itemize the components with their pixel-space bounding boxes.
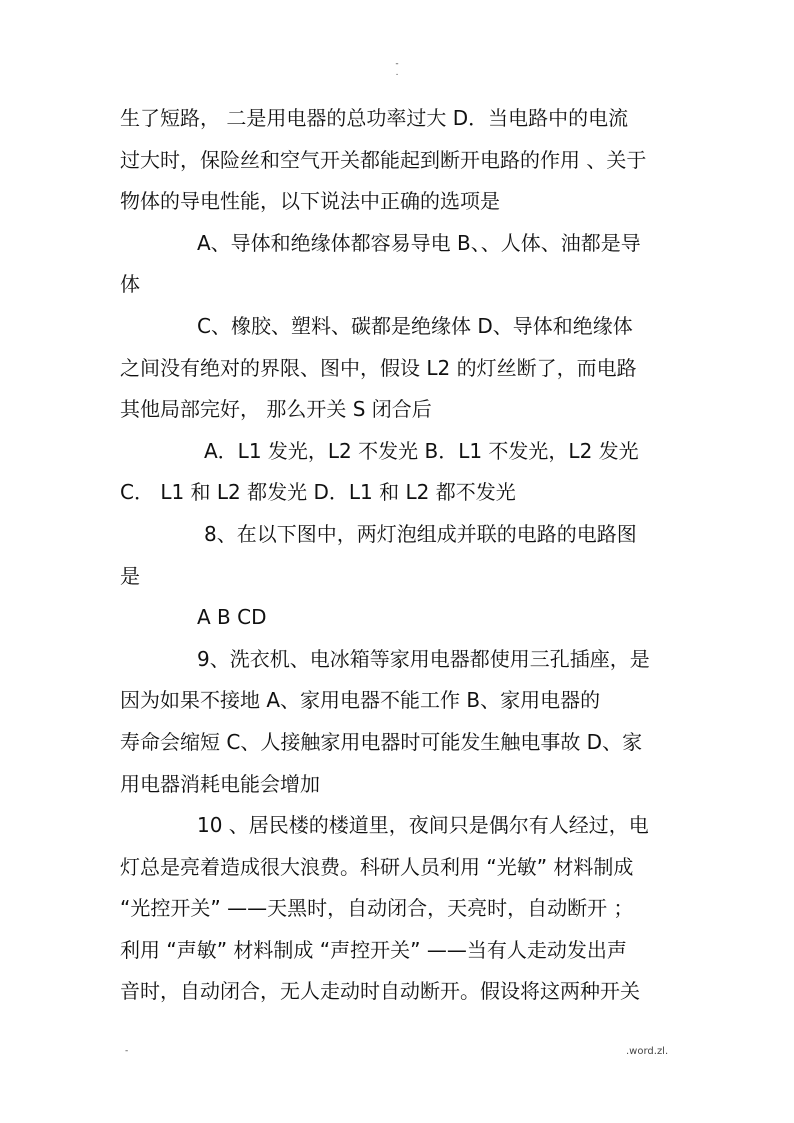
header-mark-top: - <box>395 59 399 69</box>
text-line: 因为如果不接地 A、家用电器不能工作 B、家用电器的 <box>120 688 601 713</box>
text-line: 其他局部完好， 那么开关 S 闭合后 <box>120 397 432 422</box>
header-mark-bottom: . <box>395 68 399 78</box>
text-line: 过大时，保险丝和空气开关都能起到断开电路的作用 、关于 <box>120 147 647 172</box>
text-line: 音时，自动闭合，无人走动时自动断开。假设将这两种开关 <box>120 979 640 1004</box>
text-line: 用电器消耗电能会增加 <box>120 771 320 796</box>
text-line: “光控开关” ——天黑时，自动闭合，天亮时，自动断开 ； <box>120 896 634 921</box>
text-line: 是 <box>120 563 140 588</box>
text-line: 寿命会缩短 C、人接触家用电器时可能发生触电事故 D、家 <box>120 729 643 754</box>
text-line: 之间没有绝对的界限、图中，假设 L2 的灯丝断了，而电路 <box>120 355 637 380</box>
option-line: A B CD <box>197 605 267 630</box>
question-line: 10 、居民楼的楼道里，夜间只是偶尔有人经过，电 <box>197 813 649 838</box>
text-line: 体 <box>120 272 140 297</box>
question-line: 9、洗衣机、电冰箱等家用电器都使用三孔插座，是 <box>197 646 650 671</box>
page-header <box>380 60 414 78</box>
option-line: C． L1 和 L2 都发光 D．L1 和 L2 都不发光 <box>120 480 516 505</box>
footer-source: .word.zl. <box>626 1046 669 1057</box>
footer-left-mark: - <box>125 1046 129 1056</box>
text-line: 生了短路， 二是用电器的总功率过大 D．当电路中的电流 <box>120 106 629 130</box>
option-line: A．L1 发光，L2 不发光 B．L1 不发光，L2 发光 <box>204 438 639 463</box>
document-body <box>120 98 688 1013</box>
question-line: 8、在以下图中，两灯泡组成并联的电路的电路图 <box>204 521 637 546</box>
text-line: 利用 “声敏” 材料制成 “声控开关” ——当有人走动发出声 <box>120 937 627 962</box>
option-line: A、导体和绝缘体都容易导电 B、、人体、油都是导 <box>197 230 641 255</box>
text-line: 物体的导电性能，以下说法中正确的选项是 <box>120 189 500 214</box>
option-line: C、橡胶、塑料、碳都是绝缘体 D、导体和绝缘体 <box>197 313 633 338</box>
text-line: 灯总是亮着造成很大浪费。科研人员利用 “光敏” 材料制成 <box>120 854 634 879</box>
